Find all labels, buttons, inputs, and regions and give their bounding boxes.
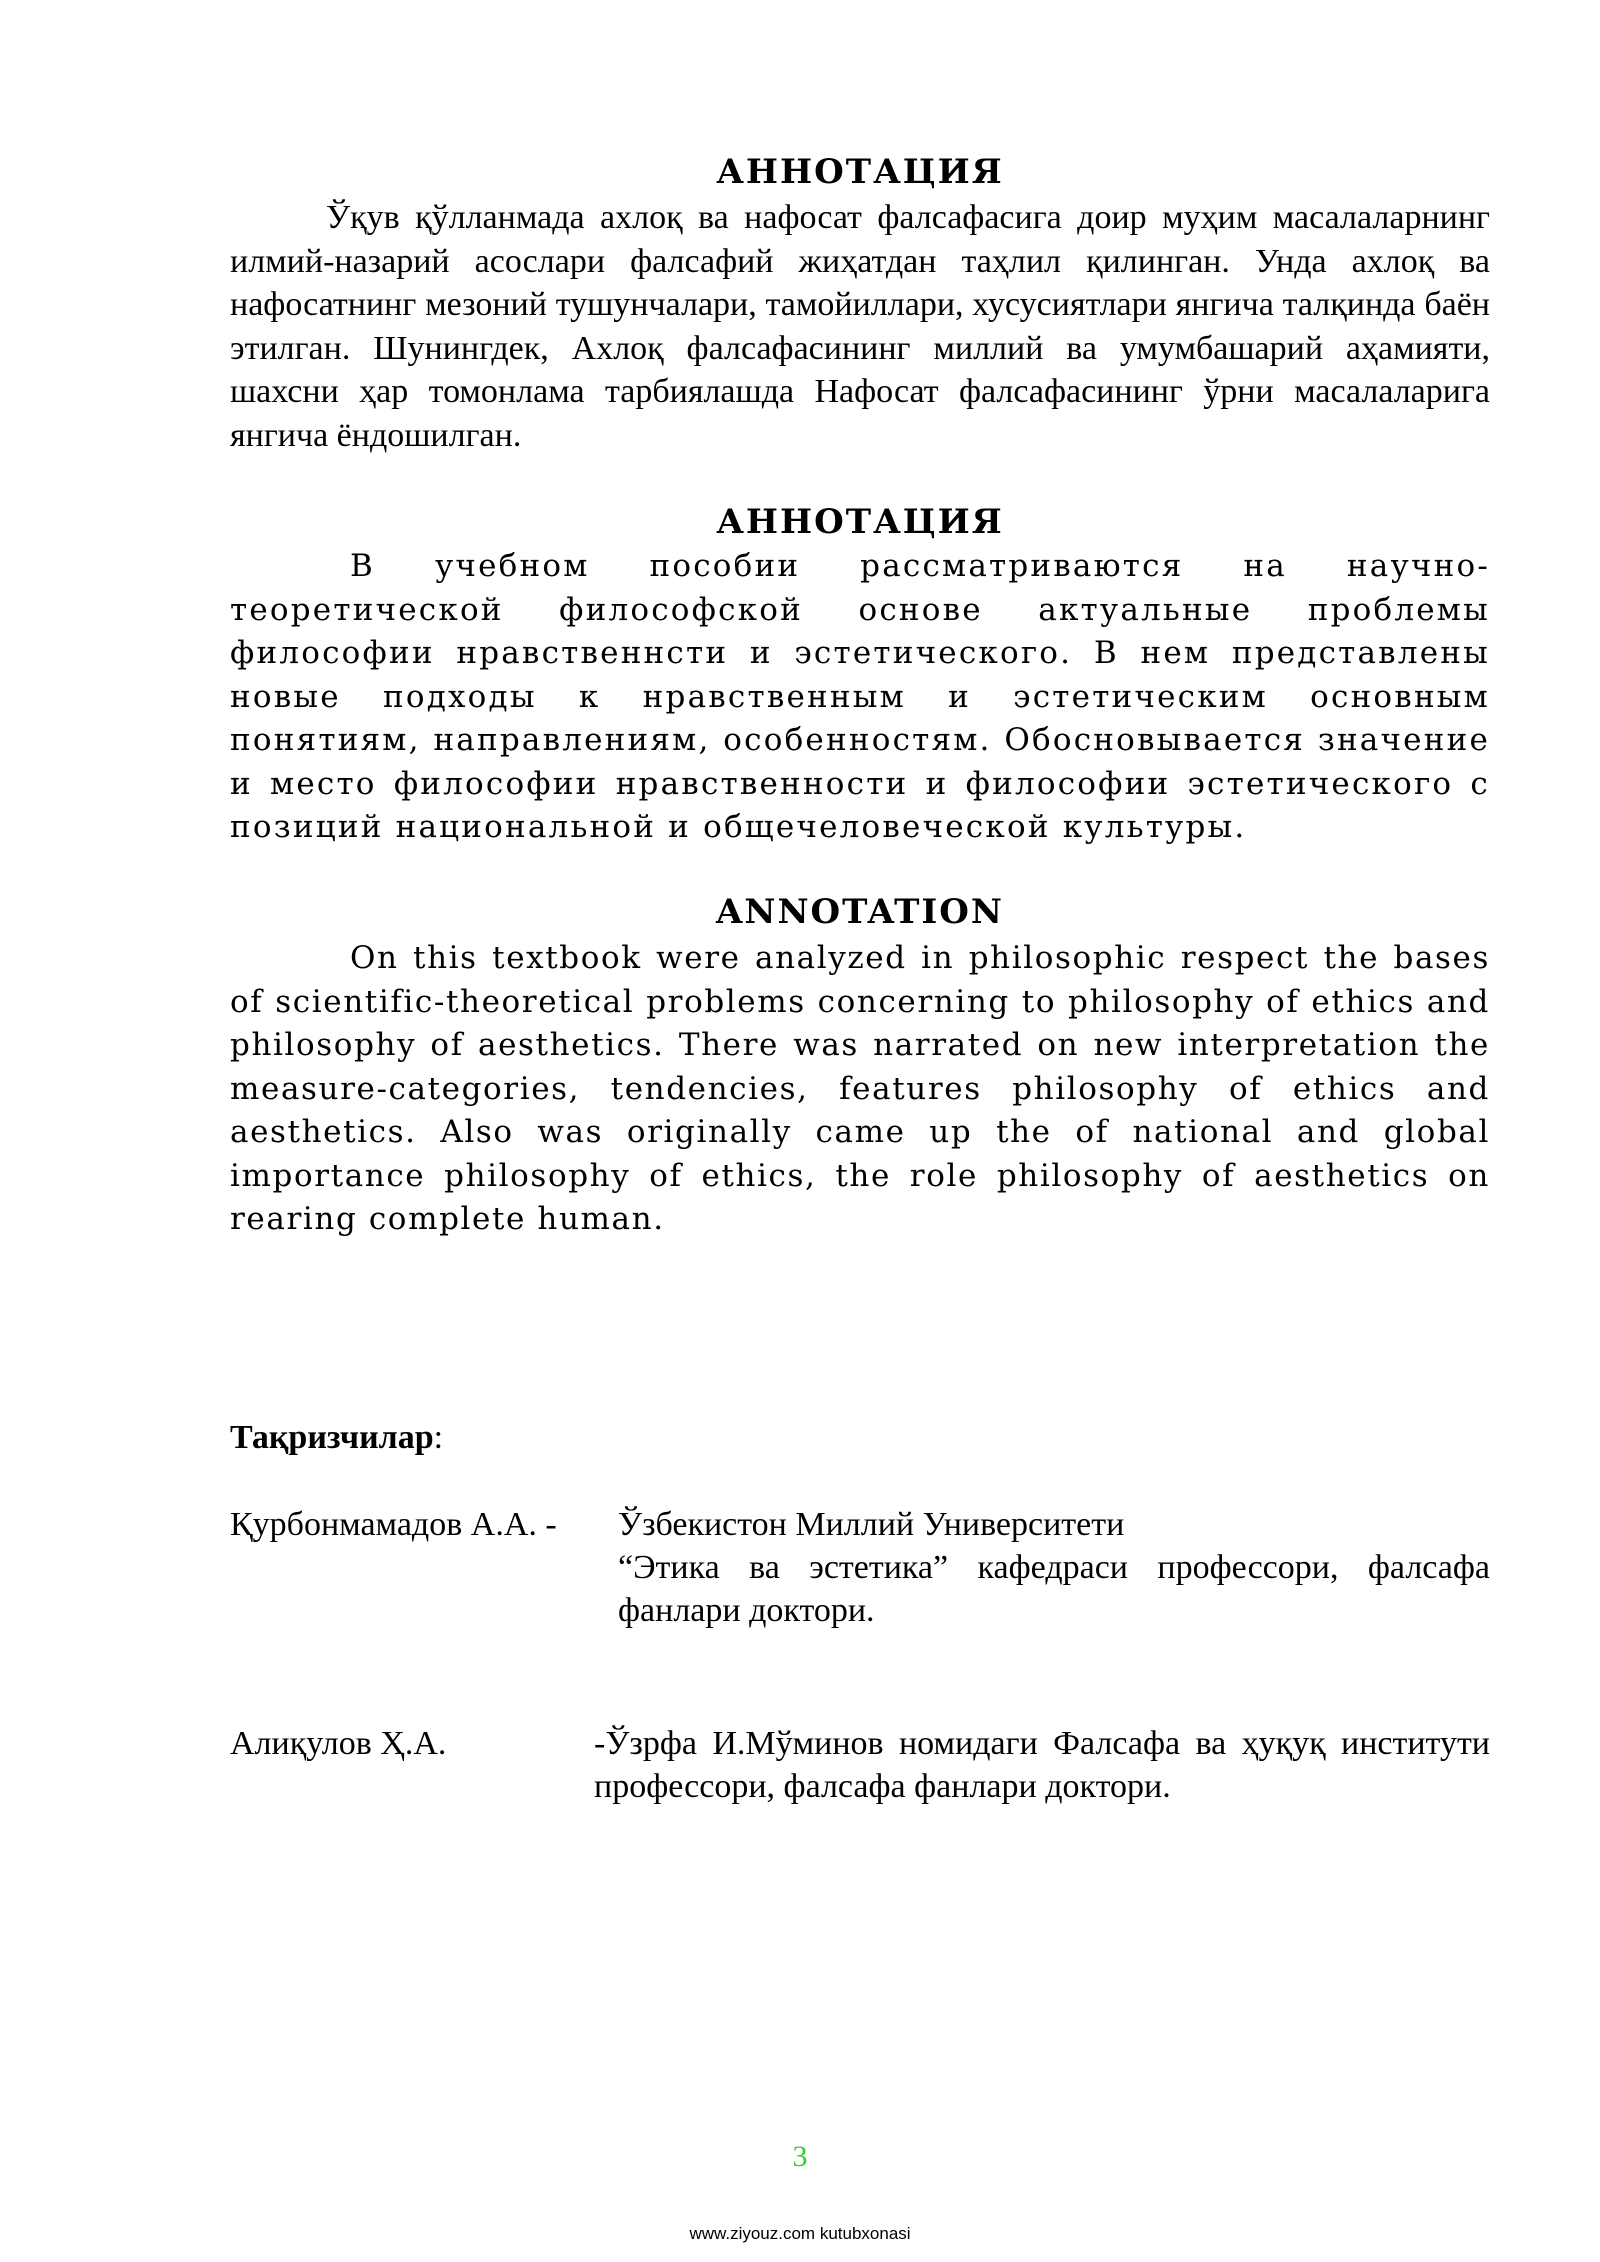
reviewer-2-affiliation: -Ўзрфа И.Мўминов номидаги Фалсафа ва ҳуқуқ институти профессори, фалсафа фанлари доктори.: [594, 1725, 1490, 1805]
ru-annotation-title: АННОТАЦИЯ: [716, 502, 1004, 542]
reviewer-1-affiliation: [618, 1503, 1490, 1632]
reviewer-1-name: Қурбонмамадов А.А. -: [230, 1506, 557, 1543]
reviewers-heading: [230, 1418, 443, 1458]
page-number: 3: [792, 2140, 808, 2173]
reviewers-title-colon: :: [433, 1419, 444, 1456]
footer-source: www.ziyouz.com kutubxonasi: [689, 2224, 911, 2243]
reviewer-1-line2: “Этика ва эстетика” кафедраси профессори, фалсафа фанлари доктори.: [618, 1549, 1490, 1629]
reviewer-2-name: Алиқулов Ҳ.А.: [230, 1725, 447, 1762]
uz-annotation-title: АННОТАЦИЯ: [716, 152, 1004, 192]
reviewer-1-line1: Ўзбекистон Миллий Университети: [618, 1506, 1125, 1543]
ru-annotation-text: В учебном пособии рассматриваются на научно-теоретической философской основе актуальные проблемы философии нравственнсти и эстетического. В нем представлены новые подходы к нравственным и эстетическим основным понятиям, направлениям, особенностям. Обосновывается значение и место философии нравственности и философии эстетического с позиций национальной и общечеловеческой культуры.: [230, 548, 1490, 845]
reviewers-title-text: Тақризчилар: [230, 1419, 434, 1456]
en-annotation-text: On this textbook were analyzed in philosophic respect the bases of scientific-theoretical problems concerning to philosophy of ethics and philosophy of aesthetics. There was narrated on new interpretation the measure-categories, tendencies, features philosophy of ethics and aesthetics. Also was originally came up the of national and global importance philosophy of ethics, the role philosophy of aesthetics on rearing complete human.: [230, 940, 1490, 1237]
uz-annotation-text: Ўқув қўлланмада ахлоқ ва нафосат фалсафасига доир муҳим масалаларнинг илмий-назарий асослари фалсафий жиҳатдан таҳлил қилинган. Унда ахлоқ ва нафосатнинг мезоний тушунчалари, тамойиллари, хусусиятлари янгича талқинда баён этилган. Шунингдек, Ахлоқ фалсафасининг миллий ва умумбашарий аҳамияти, шахсни ҳар томонлама тарбиялашда Нафосат фалсафасининг ўрни масалаларига янгича ёндошилган.: [230, 199, 1490, 454]
en-annotation-title: ANNOTATION: [715, 892, 1004, 932]
